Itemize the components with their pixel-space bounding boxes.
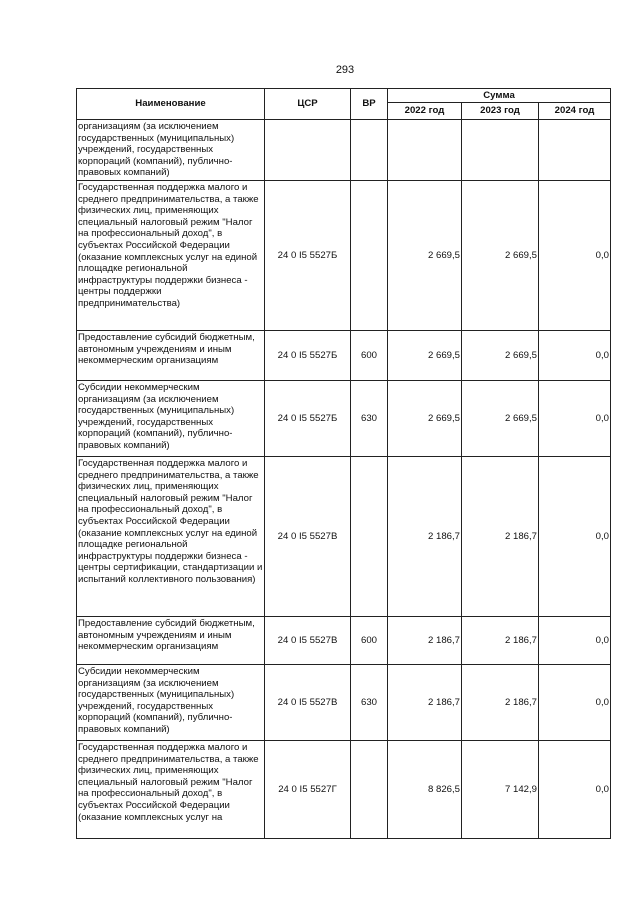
table-row bbox=[77, 330, 611, 380]
budget-table bbox=[76, 88, 611, 839]
row-2024 bbox=[539, 120, 611, 181]
row-2024: 0,0 bbox=[539, 616, 611, 664]
row-2023: 2 669,5 bbox=[462, 180, 539, 330]
table-row bbox=[77, 740, 611, 838]
row-2022: 2 186,7 bbox=[388, 616, 462, 664]
table-row bbox=[77, 380, 611, 456]
row-name: Государственная поддержка малого и среднего предпринимательства, а также физических лиц, применяющих специальный налоговый режим "Налог на профессиональный доход", в субъектах Российской Федерации (оказание комплексных услуг на bbox=[77, 740, 265, 838]
row-csr: 24 0 I5 5527Б bbox=[265, 330, 351, 380]
row-2023: 2 186,7 bbox=[462, 456, 539, 616]
header-2022: 2022 год bbox=[388, 103, 462, 120]
row-name: Государственная поддержка малого и среднего предпринимательства, а также физических лиц, применяющих специальный налоговый режим "Налог на профессиональный доход", в субъектах Российской Федерации (оказание комплексных услуг на единой площадке региональной инфраструктуры поддержки бизнеса - центры сертификации, стандартизации и испытаний коллективного пользования) bbox=[77, 456, 265, 616]
row-vr: 630 bbox=[351, 380, 388, 456]
row-2024: 0,0 bbox=[539, 380, 611, 456]
row-2024: 0,0 bbox=[539, 740, 611, 838]
row-csr: 24 0 I5 5527Б bbox=[265, 380, 351, 456]
row-2024: 0,0 bbox=[539, 456, 611, 616]
row-2024: 0,0 bbox=[539, 664, 611, 740]
row-vr bbox=[351, 740, 388, 838]
header-name: Наименование bbox=[77, 89, 265, 120]
row-2022: 2 186,7 bbox=[388, 664, 462, 740]
row-vr bbox=[351, 120, 388, 181]
row-2022: 2 186,7 bbox=[388, 456, 462, 616]
table-row bbox=[77, 616, 611, 664]
row-2023: 2 669,5 bbox=[462, 380, 539, 456]
header-2023: 2023 год bbox=[462, 103, 539, 120]
row-csr: 24 0 I5 5527Б bbox=[265, 180, 351, 330]
row-2024: 0,0 bbox=[539, 330, 611, 380]
header-vr: ВР bbox=[351, 89, 388, 120]
row-2023: 7 142,9 bbox=[462, 740, 539, 838]
table-row bbox=[77, 456, 611, 616]
row-vr bbox=[351, 180, 388, 330]
row-2023: 2 669,5 bbox=[462, 330, 539, 380]
row-2023: 2 186,7 bbox=[462, 616, 539, 664]
row-name: Государственная поддержка малого и среднего предпринимательства, а также физических лиц, применяющих специальный налоговый режим "Налог на профессиональный доход", в субъектах Российской Федерации (оказание комплексных услуг на единой площадке региональной инфраструктуры поддержки бизнеса - центры поддержки предпринимательства) bbox=[77, 180, 265, 330]
row-vr bbox=[351, 456, 388, 616]
row-vr: 600 bbox=[351, 330, 388, 380]
row-name: Субсидии некоммерческим организациям (за исключением государственных (муниципальных) учреждений, государственных корпораций (компаний), публично-правовых компаний) bbox=[77, 664, 265, 740]
row-name: Предоставление субсидий бюджетным, автономным учреждениям и иным некоммерческим организациям bbox=[77, 330, 265, 380]
row-2023 bbox=[462, 120, 539, 181]
table-row bbox=[77, 180, 611, 330]
row-2023: 2 186,7 bbox=[462, 664, 539, 740]
row-csr: 24 0 I5 5527В bbox=[265, 456, 351, 616]
row-csr: 24 0 I5 5527В bbox=[265, 664, 351, 740]
row-vr: 630 bbox=[351, 664, 388, 740]
table-row bbox=[77, 664, 611, 740]
row-vr: 600 bbox=[351, 616, 388, 664]
row-csr bbox=[265, 120, 351, 181]
row-2022: 8 826,5 bbox=[388, 740, 462, 838]
header-2024: 2024 год bbox=[539, 103, 611, 120]
row-2022: 2 669,5 bbox=[388, 180, 462, 330]
page-number: 293 bbox=[335, 64, 355, 76]
row-2022: 2 669,5 bbox=[388, 330, 462, 380]
row-2022: 2 669,5 bbox=[388, 380, 462, 456]
row-name: Субсидии некоммерческим организациям (за исключением государственных (муниципальных) учреждений, государственных корпораций (компаний), публично-правовых компаний) bbox=[77, 380, 265, 456]
row-csr: 24 0 I5 5527В bbox=[265, 616, 351, 664]
row-2024: 0,0 bbox=[539, 180, 611, 330]
row-name: Предоставление субсидий бюджетным, автономным учреждениям и иным некоммерческим организациям bbox=[77, 616, 265, 664]
row-csr: 24 0 I5 5527Г bbox=[265, 740, 351, 838]
header-sum: Сумма bbox=[388, 89, 611, 103]
table-row bbox=[77, 120, 611, 181]
header-csr: ЦСР bbox=[265, 89, 351, 120]
row-name: организациям (за исключением государственных (муниципальных) учреждений, государственных корпораций (компаний), публично-правовых компаний) bbox=[77, 120, 265, 181]
row-2022 bbox=[388, 120, 462, 181]
